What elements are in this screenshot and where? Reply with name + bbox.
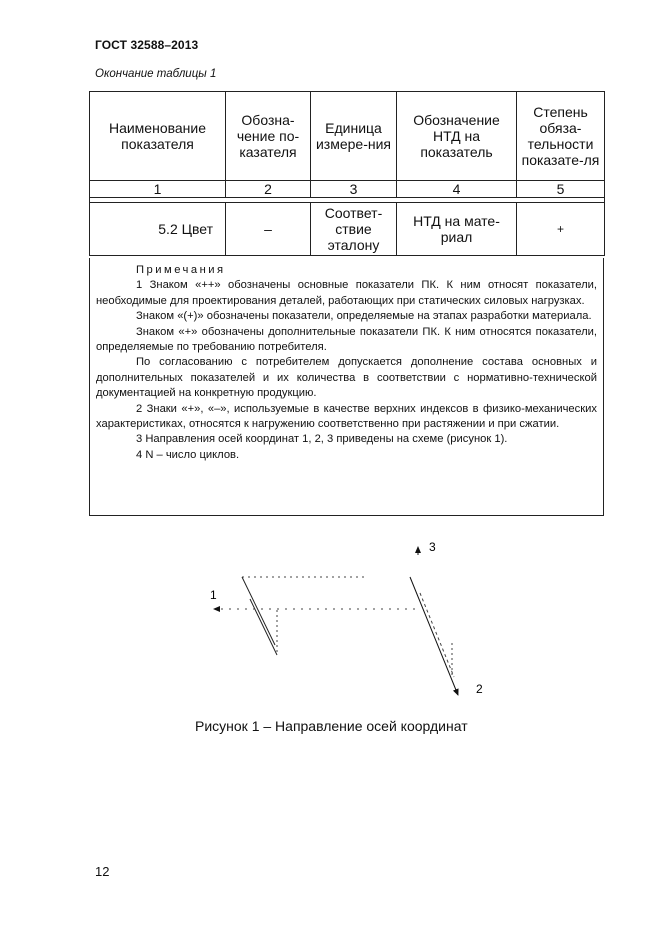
table-header-row bbox=[90, 92, 605, 181]
header-cell-name: Наименование показателя bbox=[90, 92, 226, 181]
note-paragraph: Знаком «+» обозначены дополнительные показатели ПК. К ним относятся показатели, определяемые по требованию потребителя. bbox=[96, 325, 597, 354]
axes-diagram-svg bbox=[200, 535, 500, 710]
notes-title: Примечания bbox=[136, 264, 226, 276]
note-paragraph: 1 Знаком «++» обозначены основные показатели ПК. К ним относят показатели, необходимые для проектирования деталей, работающих при статических силовых нагрузках. bbox=[96, 279, 597, 307]
box-left-edge bbox=[250, 599, 277, 655]
figure-caption: Рисунок 1 – Направление осей координат bbox=[195, 718, 468, 734]
cell-unit: Соответ-ствие эталону bbox=[311, 203, 397, 256]
axis-1-label: 1 bbox=[210, 588, 217, 602]
axes-diagram bbox=[200, 535, 500, 710]
table-row bbox=[90, 203, 605, 256]
axis-2-line bbox=[410, 577, 458, 695]
box-left-edge bbox=[242, 577, 275, 645]
document-code: ГОСТ 32588–2013 bbox=[95, 38, 199, 52]
page-number: 12 bbox=[95, 864, 110, 879]
box-right-edge bbox=[420, 593, 454, 677]
column-number: 2 bbox=[226, 181, 311, 198]
cell-symbol: – bbox=[226, 203, 311, 256]
header-cell-ntd: Обозначение НТД на показатель bbox=[397, 92, 517, 181]
column-number: 1 bbox=[90, 181, 226, 198]
header-cell-symbol: Обозна-чение по-казателя bbox=[226, 92, 311, 181]
column-number: 3 bbox=[311, 181, 397, 198]
axis-2-label: 2 bbox=[476, 682, 483, 696]
note-paragraph: 3 Направления осей координат 1, 2, 3 приведены на схеме (рисунок 1). bbox=[136, 433, 508, 446]
cell-obligation: + bbox=[517, 203, 605, 256]
column-number: 4 bbox=[397, 181, 517, 198]
column-number: 5 bbox=[517, 181, 605, 198]
properties-table bbox=[89, 91, 604, 256]
header-cell-unit: Единица измере-ния bbox=[311, 92, 397, 181]
cell-ntd: НТД на мате-риал bbox=[397, 203, 517, 256]
cell-name: 5.2 Цвет bbox=[90, 203, 226, 256]
column-number-row bbox=[90, 181, 605, 198]
note-paragraph: Знаком «(+)» обозначены показатели, определяемые на этапах разработки материала. bbox=[136, 310, 592, 323]
note-paragraph: 4 N – число циклов. bbox=[136, 448, 240, 461]
header-cell-obligation: Степень обяза-тельности показате-ля bbox=[517, 92, 605, 181]
axis-3-label: 3 bbox=[429, 540, 436, 554]
note-paragraph: По согласованию с потребителем допускается дополнение состава основных и дополнительных показателей и их количества в соответствии с нормативно-технической документацией на конкретную продукцию. bbox=[96, 356, 597, 400]
table-caption: Окончание таблицы 1 bbox=[95, 68, 217, 80]
note-paragraph: 2 Знаки «+», «–», используемые в качестве верхних индексов в физико-механических характеристиках, относятся к нагружению соответственно при растяжении и при сжатии. bbox=[96, 402, 597, 431]
table-notes bbox=[89, 258, 604, 516]
